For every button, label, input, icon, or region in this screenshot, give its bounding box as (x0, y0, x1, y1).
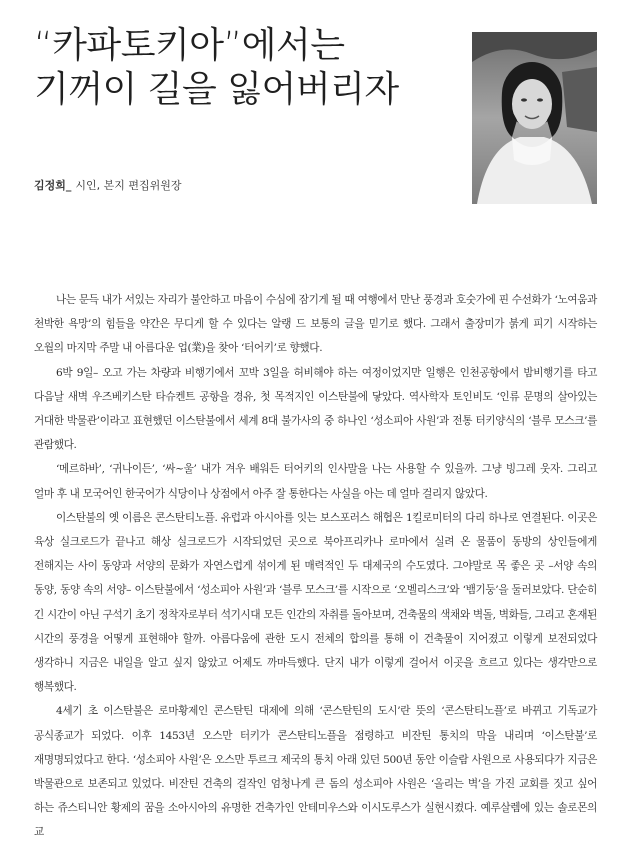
byline-role: 시인, 본지 편집위원장 (75, 179, 182, 192)
author-portrait-icon (472, 32, 597, 204)
portrait-illustration (472, 32, 597, 204)
article-body (34, 288, 597, 845)
paragraph: 이스탄불의 옛 이름은 콘스탄티노플. 유럽과 아시아를 잇는 보스포러스 해협은 1킬로미터의 다리 하나로 연결된다. 이곳은 육상 실크로드가 끝나고 해상 실크로드가 시작되었던 곳으로 북아프리카나 로마에서 실려 온 물품이 동방의 상인들에게 전해지는 사이 동양과 서양의 문화가 자연스럽게 섞이게 된 매력적인 두 대제국의 수도였다. 그야말로 목 좋은 곳 –서양 속의 동양, 동양 속의 서양– 이스탄불에서 ‘성소피아 사원’과 ‘블루 모스크’를 시작으로 ‘오벨리스크’와 ‘뱀기둥’을 둘러보았다. 단순히 긴 시간이 아닌 구석기 초기 정착자로부터 석기시대 모든 인간의 자취를 돌아보며, 건축물의 색채와 벽돌, 벽화들, 그리고 혼재된 시간의 풍경을 어떻게 표현해야 할까. 아름다움에 관한 도시 전체의 합의를 통해 이 건축물이 지어졌고 이렇게 보전되었다 생각하니 지금은 내일을 알고 싶지 않았고 어제도 까마득했다. 단지 내가 이렇게 걸어서 이곳을 흐르고 있다는 생각만으로 행복했다. (34, 511, 597, 694)
title-line-2: 기꺼이 길을 잃어버리자 (34, 69, 399, 110)
byline-author: 김정희_ (34, 179, 72, 192)
paragraph: 4세기 초 이스탄불은 로마황제인 콘스탄틴 대제에 의해 ‘콘스탄틴의 도시’란 뜻의 ‘콘스탄티노플’로 바뀌고 기독교가 공식종교가 되었다. 이후 1453년 오스만 터키가 콘스탄티노플을 점령하고 비잔틴 통치의 막을 내리며 ‘이스탄불’로 재명명되었다고 한다. ‘성소피아 사원’은 오스만 투르크 제국의 통치 아래 있던 500년 동안 이슬람 사원으로 사용되다가 지금은 박물관으로 보존되고 있었다. 비잔틴 건축의 걸작인 엄청나게 큰 돔의 성소피아 사원은 ‘올리는 벽’을 가진 교회를 짓고 싶어 하는 쥬스티니안 황제의 꿈을 소아시아의 유명한 건축가인 안테미우스와 이시도루스가 실현시켰다. 예루살렘에 있는 솔로몬의 교 (34, 705, 597, 839)
paragraph: 6박 9일– 오고 가는 차량과 비행기에서 꼬박 3일을 허비해야 하는 여정이었지만 일행은 인천공항에서 밤비행기를 타고 다음날 새벽 우즈베키스탄 타슈켄트 공항을 경유, 첫 목적지인 이스탄불에 닿았다. 역사학자 토인비도 ‘인류 문명의 살아있는 거대한 박물관’이라고 표현했던 이스탄불에서 세계 8대 불가사의 중 하나인 ‘성소피아 사원’과 전통 터키양식의 ‘블루 모스크’를 관람했다. (34, 366, 597, 452)
article-title (34, 24, 454, 112)
title-line-1: “카파토키아”에서는 (34, 25, 345, 66)
paragraph: ‘메르하바’, ‘귀나이든’, ‘싸~울’ 내가 겨우 배워든 터어키의 인사말을 나는 사용할 수 있을까. 그냥 빙그레 웃자. 그리고 얼마 후 내 모국어인 한국어가 식당이나 상점에서 아주 잘 통한다는 사실을 아는 데 얼마 걸리지 않았다. (34, 463, 597, 500)
paragraph: 나는 문득 내가 서있는 자리가 불안하고 마음이 수심에 잠기게 될 때 여행에서 만난 풍경과 호숫가에 핀 수선화가 ‘노여움과 천박한 욕망’의 힘들을 약간은 무디게 할 수 있다는 알랭 드 보통의 글을 믿기로 했다. 그래서 출장미가 붉게 피기 시작하는 오월의 마지막 주말 내 아름다운 업(業)을 찾아 ‘터어키’로 향했다. (34, 294, 597, 355)
byline (34, 177, 182, 193)
